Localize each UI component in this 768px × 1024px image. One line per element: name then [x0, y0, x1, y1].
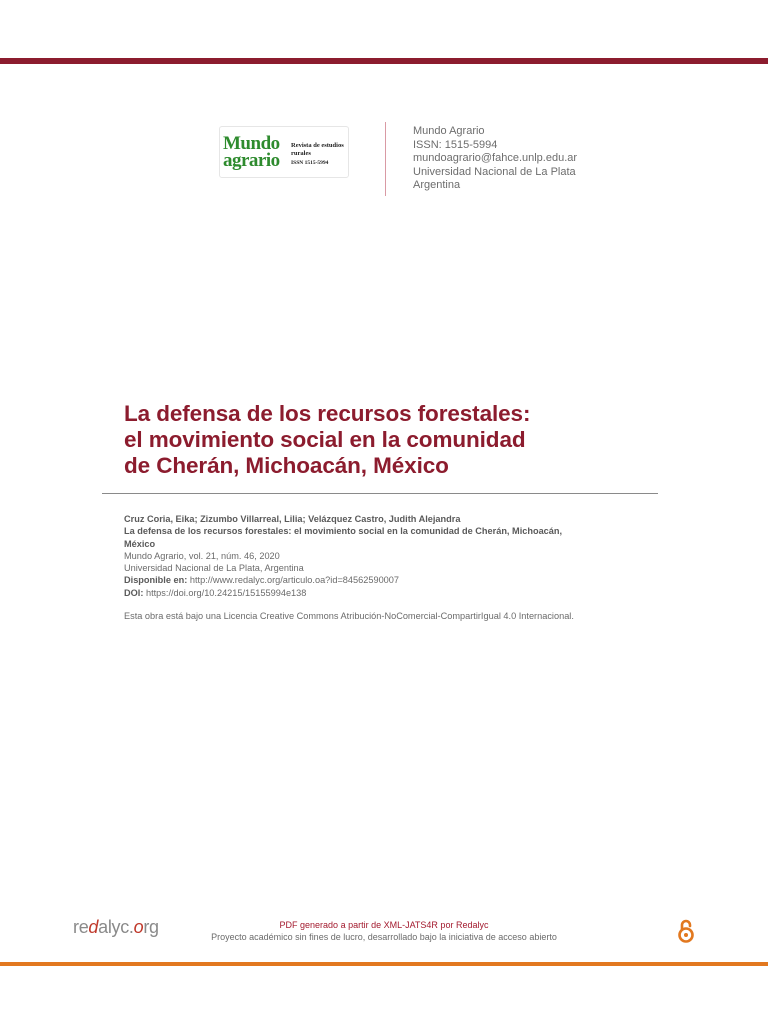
open-access-lock-icon — [677, 918, 695, 944]
redalyc-logo-part: alyc. — [98, 917, 134, 937]
journal-institution: Universidad Nacional de La Plata — [413, 165, 576, 178]
doi-link[interactable]: https://doi.org/10.24215/15155994e138 — [145, 587, 307, 598]
citation-available — [124, 574, 644, 586]
article-title-line: de Cherán, Michoacán, México — [124, 453, 449, 478]
citation-title-cont: México — [124, 538, 156, 549]
journal-info — [413, 125, 577, 193]
journal-name: Mundo Agrario — [413, 125, 485, 137]
citation-block — [124, 513, 644, 599]
footer-generated-text: PDF generado a partir de XML-JATS4R por Redalyc — [279, 920, 489, 930]
redalyc-logo-part: re — [73, 917, 89, 937]
citation-title: La defensa de los recursos forestales: el movimiento social en la comunidad de Cherán, Michoacán, — [124, 526, 563, 537]
article-title — [124, 401, 644, 479]
logo-word-agrario: agrario — [223, 150, 280, 171]
title-divider — [102, 493, 658, 494]
header-accent-bar — [0, 58, 768, 64]
redalyc-logo-part: rg — [143, 917, 159, 937]
journal-issn: ISSN: 1515-5994 — [413, 138, 498, 151]
citation-source: Mundo Agrario, vol. 21, núm. 46, 2020 — [124, 550, 280, 561]
logo-tagline: Revista de estudios rurales — [291, 142, 344, 157]
logo-issn: ISSN 1515-5994 — [291, 160, 329, 166]
available-label: Disponible en: — [124, 575, 188, 586]
logo-word-mundo: Mundo — [223, 133, 280, 154]
doi-label: DOI: — [124, 587, 144, 598]
footer-project-text: Proyecto académico sin fines de lucro, desarrollado bajo la iniciativa de acceso abierto — [211, 932, 557, 942]
article-title-line: el movimiento social en la comunidad — [124, 427, 526, 452]
citation-doi — [124, 587, 644, 599]
journal-country: Argentina — [413, 179, 461, 191]
header-divider — [385, 122, 386, 196]
available-link[interactable]: http://www.redalyc.org/articulo.oa?id=84562590007 — [189, 575, 400, 586]
redalyc-logo-accent: d — [88, 917, 99, 937]
license-notice[interactable]: Esta obra está bajo una Licencia Creative Commons Atribución-NoComercial-CompartirIgual 4.0 Internacional. — [124, 611, 574, 621]
redalyc-logo-accent: o — [133, 917, 144, 937]
journal-logo — [219, 126, 349, 178]
citation-publisher: Universidad Nacional de La Plata, Argentina — [124, 563, 304, 574]
article-title-line: La defensa de los recursos forestales: — [124, 401, 531, 426]
footer-accent-bar — [0, 962, 768, 966]
citation-authors: Cruz Coria, Eika; Zizumbo Villarreal, Lilia; Velázquez Castro, Judith Alejandra — [124, 514, 461, 524]
journal-email[interactable]: mundoagrario@fahce.unlp.edu.ar — [413, 152, 578, 164]
